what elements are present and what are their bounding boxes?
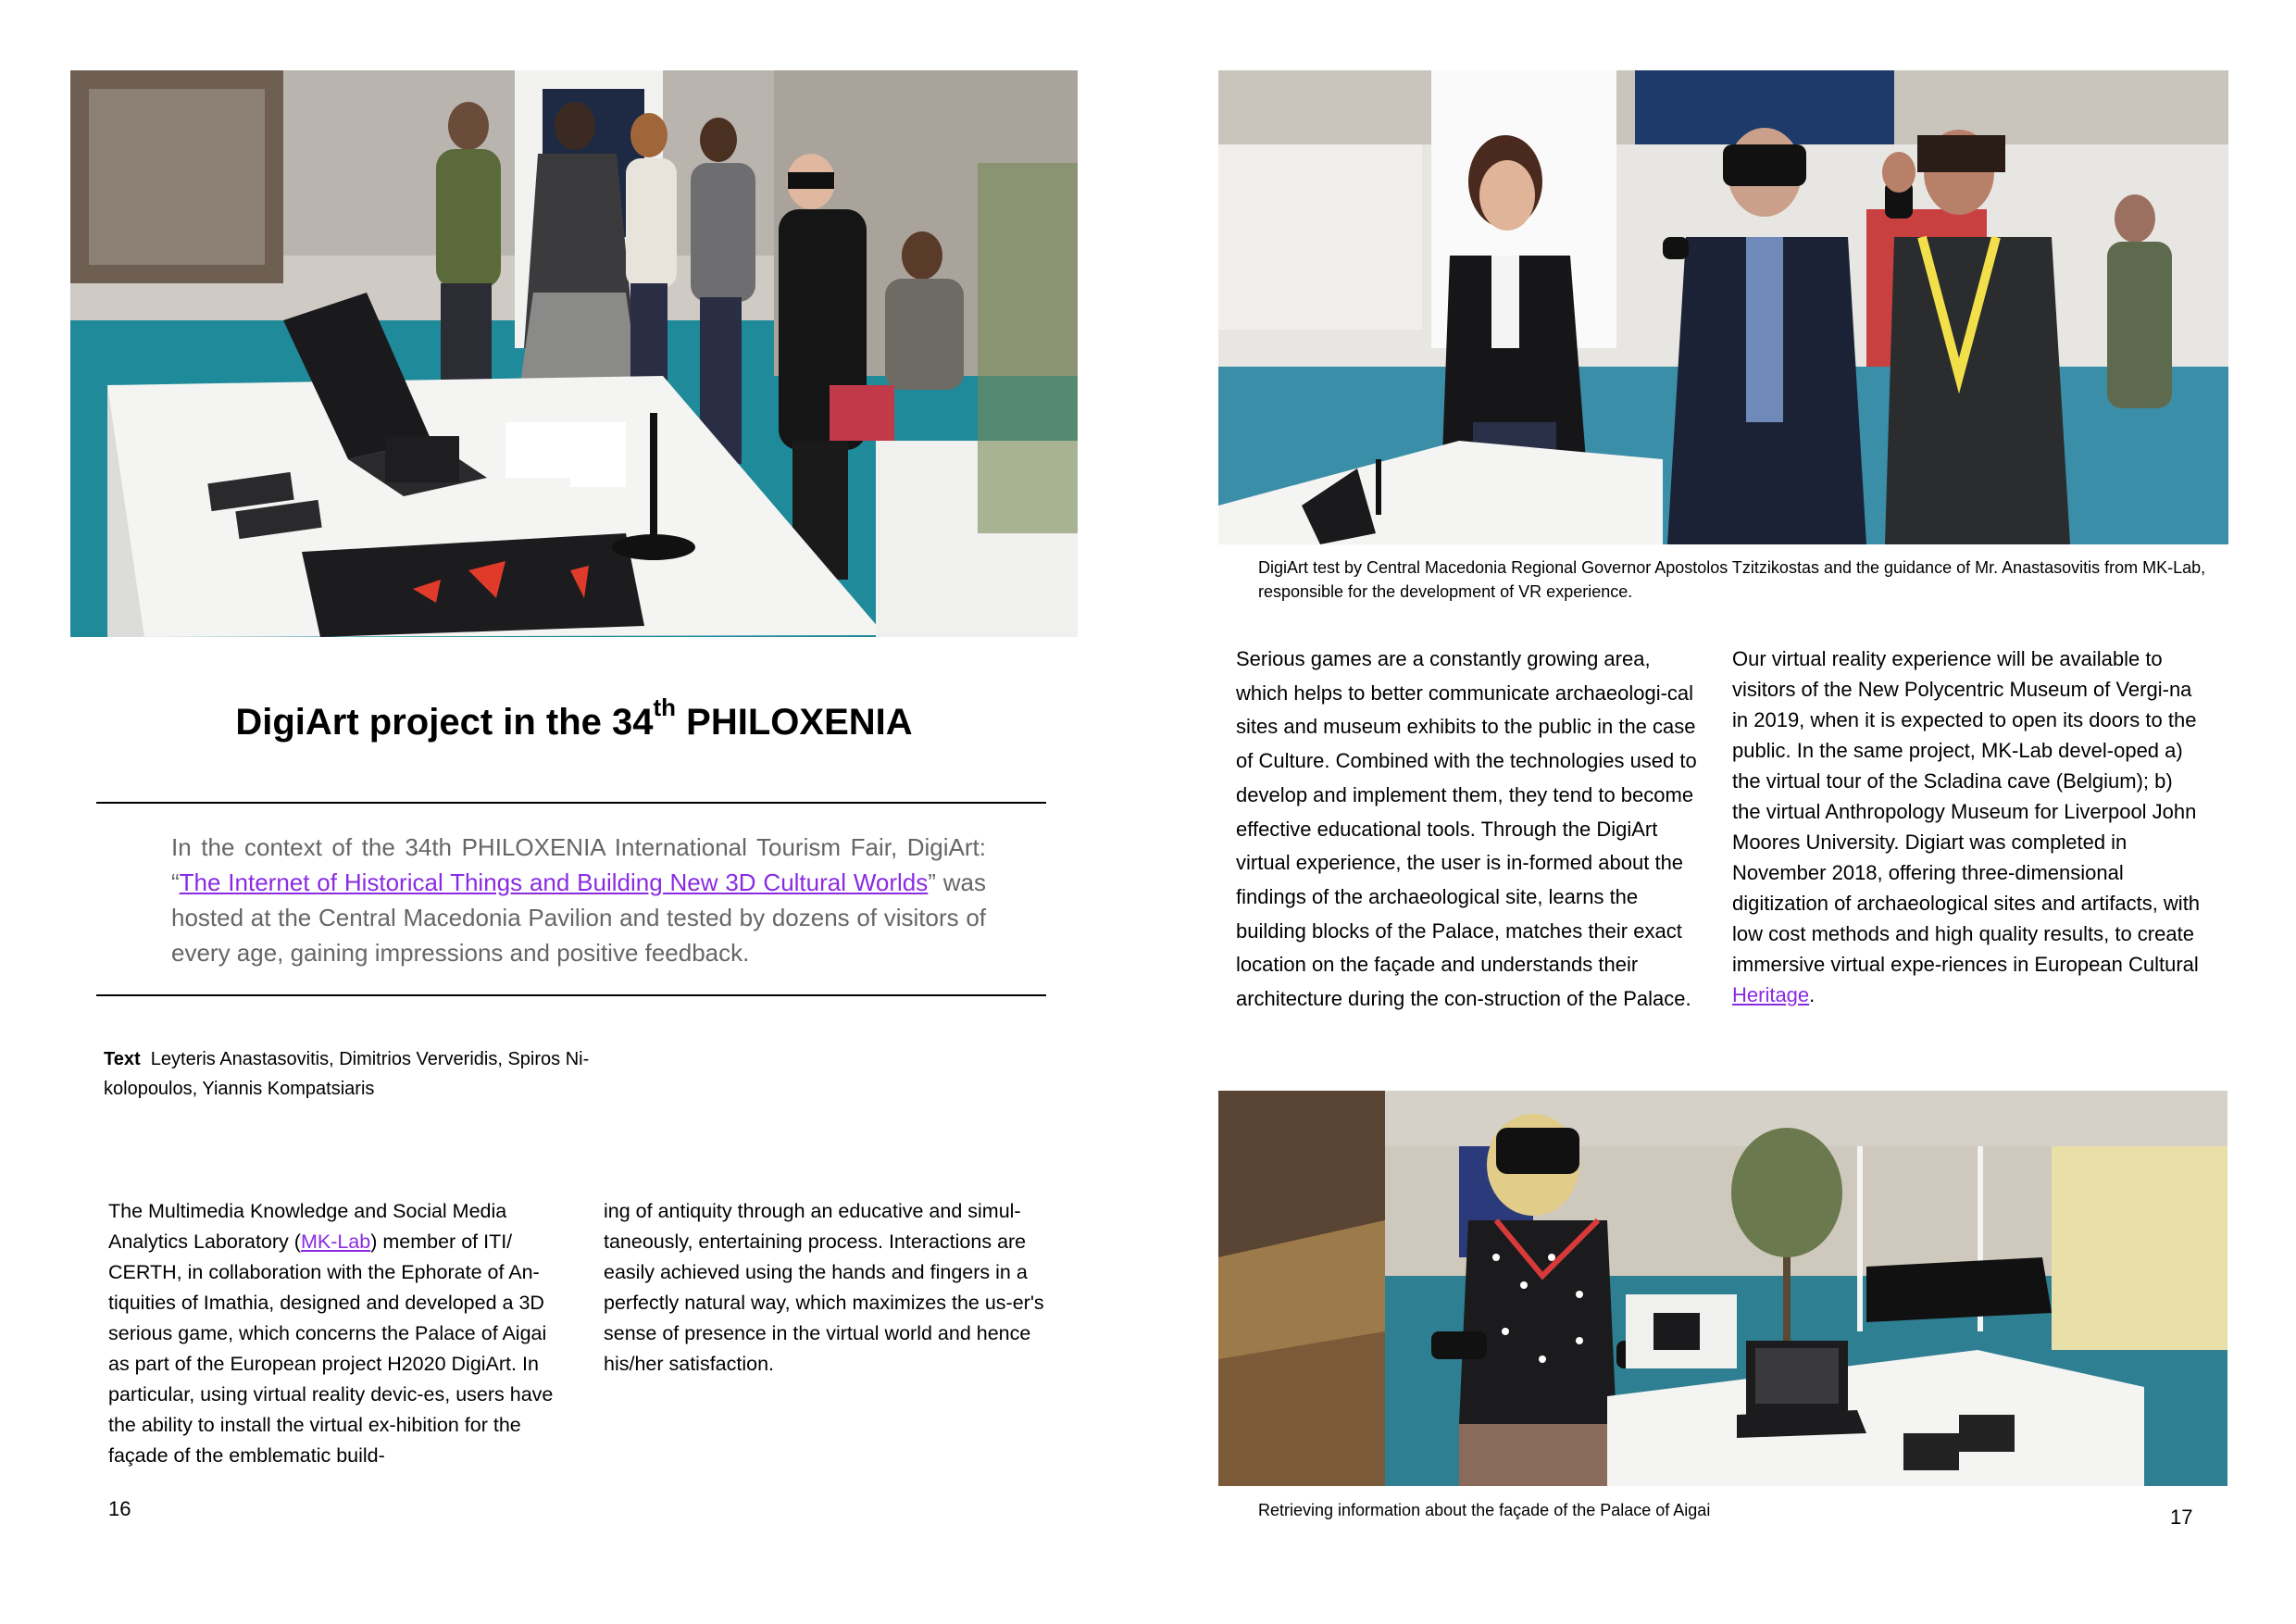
page-right <box>1148 0 2296 1624</box>
body-column-3: Serious games are a constantly growing area, which helps to better communicate archaeologi-cal sites and museum exhibits to the public in the case of Culture. Combined with the technologies used to develop and implement them, they tend to become effective educational tools. Through the DigiArt virtual experience, the user is in-formed about the findings of the archaeological site, learns the building blocks of the Palace, matches their exact location on the façade and understands their architecture during the con-struction of the Palace. <box>1236 647 1697 1011</box>
heritage-link[interactable]: Heritage <box>1732 983 1810 1006</box>
byline-label: Text <box>104 1049 141 1069</box>
lead-paragraph: In the context of the 34th PHILOXENIA International Tourism Fair, DigiArt: “The Internet of Historical Things and Building New 3D Cultural Worlds” was hosted at the Central Macedonia Pavilion and tested by dozens of visitors of every age, gaining impressions and positive feedback. <box>171 833 986 967</box>
page-number-left: 16 <box>108 1497 131 1520</box>
byline-authors: Leyteris Anastasovitis, Dimitrios Ververidis, Spiros Ni-kolopoulos, Yiannis Kompatsiaris <box>104 1049 590 1099</box>
body-column-2: ing of antiquity through an educative and simul-taneously, entertaining process. Interactions are easily achieved using the hands and fingers in a perfectly natural way, which maximizes the us-er's sense of presence in the virtual world and hence his/her satisfaction. <box>604 1200 1044 1375</box>
photo-exhibition-booth <box>70 70 1078 637</box>
mk-lab-link[interactable]: MK-Lab <box>300 1230 371 1253</box>
photo-vr-visitor <box>1218 1091 2227 1486</box>
body-column-4: Our virtual reality experience will be available to visitors of the New Polycentric Museum of Vergi-na in 2019, when it is expected to open its doors to the public. In the same project, MK-Lab devel-oped a) the virtual tour of the Scladina cave (Belgium); b) the virtual Anthropology Museum for Liverpool John Moores University. Digiart was completed in November 2018, offering three-dimensional digitization of archaeological sites and artifacts, with low cost methods and high quality results, to create immersive virtual expe-riences in European Cultural Heritage. <box>1732 647 2201 1006</box>
project-title-link[interactable]: The Internet of Historical Things and Building New 3D Cultural Worlds <box>179 868 929 896</box>
divider-bottom <box>96 994 1046 996</box>
body-column-1: The Multimedia Knowledge and Social Media Analytics Laboratory (MK-Lab) member of ITI/ CERTH, in collaboration with the Ephorate of An-tiquities of Imathia, designed and developed a 3D serious game, which concerns the Palace of Aigai as part of the European project H2020 DigiArt. In particular, using virtual reality devic-es, users have the ability to install the virtual ex-hibition for the façade of the emblematic build- <box>108 1200 554 1467</box>
page-number-right: 17 <box>2170 1505 2193 1529</box>
article-title: DigiArt project in the 34th PHILOXENIA <box>235 693 913 743</box>
photo-governor-vr-test <box>1218 70 2228 544</box>
byline <box>104 1044 659 1104</box>
divider-top <box>96 802 1046 804</box>
caption-top-photo: DigiArt test by Central Macedonia Regional Governor Apostolos Tzitzikostas and the guidance of Mr. Anastasovitis from MK-Lab, responsible for the development of VR experience. <box>1258 558 2206 601</box>
caption-bottom-photo: Retrieving information about the façade of the Palace of Aigai <box>1258 1501 1711 1519</box>
